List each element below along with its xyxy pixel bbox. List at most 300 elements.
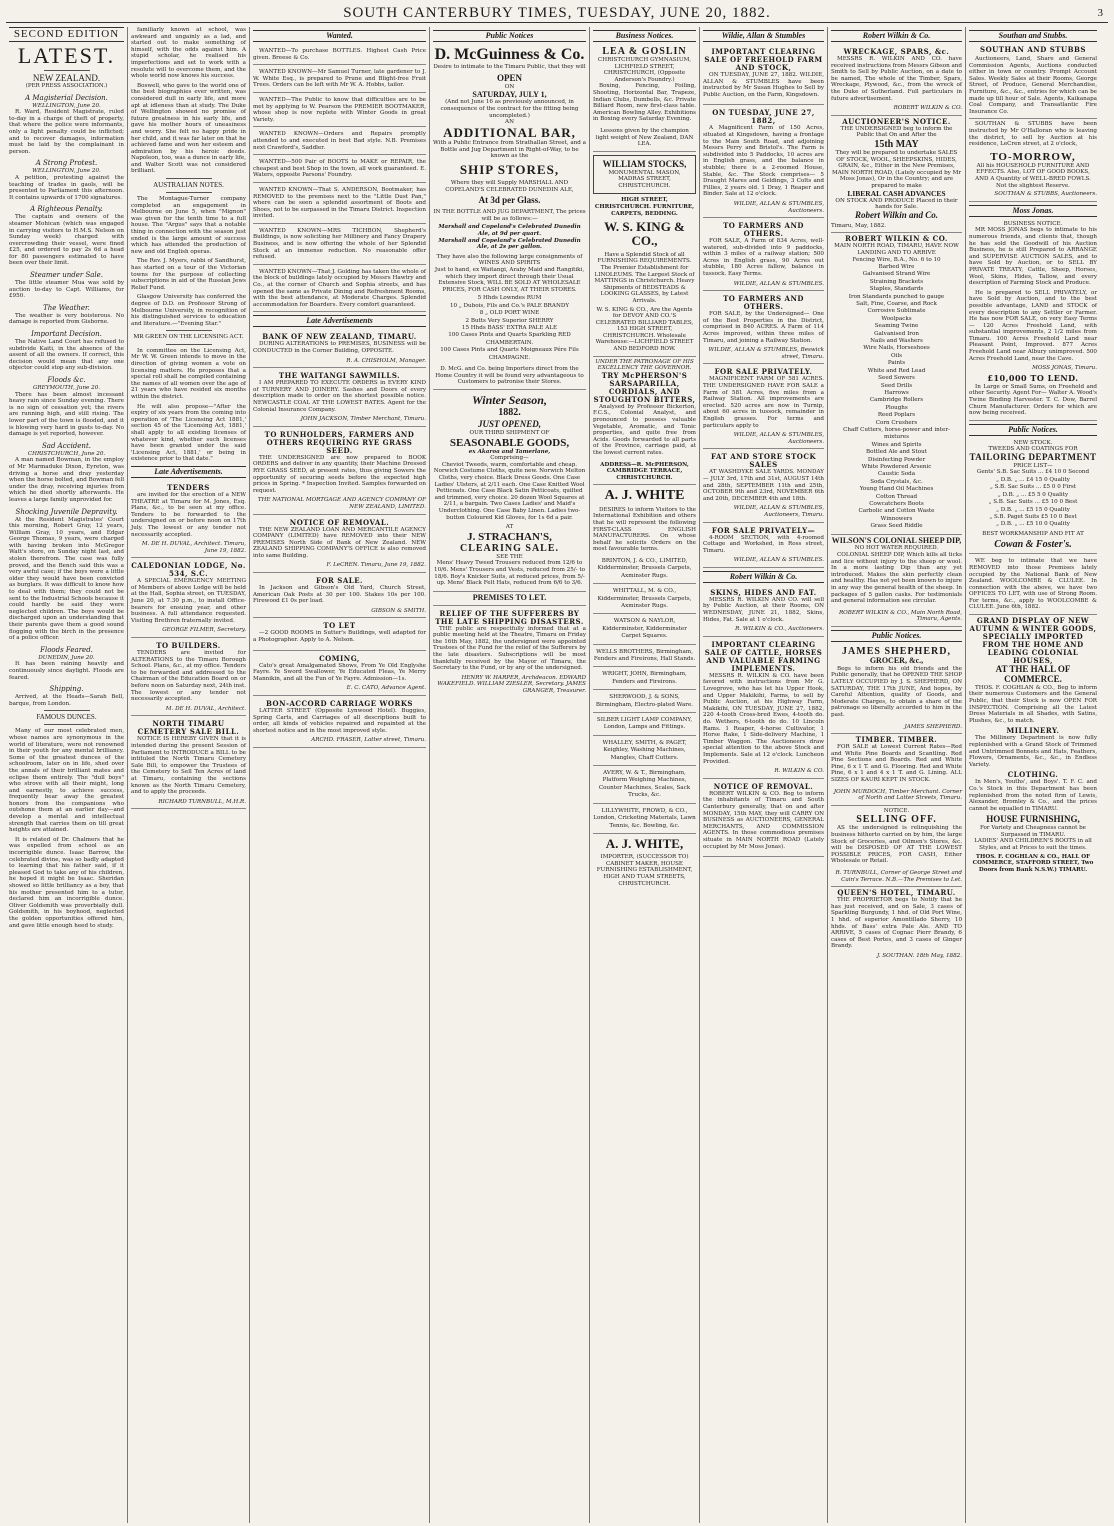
- column-2: [128, 27, 250, 1523]
- article-heading: Shipping.: [49, 685, 84, 694]
- winter-season: Winter Season,: [472, 392, 547, 407]
- column-5: [590, 27, 700, 1523]
- bar-description: With a Public Entrance from Strathallan Street, and a Bottle and Jug Department in Right-of-Way, to be known as the: [433, 140, 586, 160]
- ad-body: MESSRS R. WILKIN AND CO. have received instructions from Messrs Gibson and Smith to Sell by Public Auction, on a date to be named, The whole of the Timber, Spars, Wreckage, Plywood, &c., from the wreck of the Duke of Sutherland. Full particulars in future advertisement.: [831, 56, 962, 102]
- ad-signature: M. DE H. DUVAL, Architect.: [165, 705, 246, 712]
- ad-body: AT WASHDYKE SALE YARDS. MONDAY— JULY 3rd, 17th and 31st, AUGUST 14th and 28th, SEPTEMBER 11th and 25th, OCTOBER 9th and 23rd, NOVEMBER 6th and 20th, DECEMBER 4th and 18th.: [703, 469, 824, 502]
- southan-signature: SOUTHAN & STUBBS, Auctioneers.: [969, 189, 1097, 202]
- moss-body: MR MOSS JONAS begs to intimate to his numerous friends, and clients that, though he has sold the Goodwill of his Auction Business, he is still Prepared to ARRANGE and SUPERVISE AUCTION SALES, and to have Sold by Auction, or to SELL BY PRIVATE TREATY, Cattle, Sheep, Horses, Wool, Skins, Hides, Tallow, and every description of Farming Stock and Produce.: [969, 227, 1097, 287]
- mcpherson-body: Analysed by Professor Bickerton, F.C.S., Colonial Analyst, and pronounced to possess valuable Vegetable, Aromatic, and Tonic properties, and quite free from Acids. Goods forwarded to all parts of the Province, carriage paid, at the lowest current rates.: [593, 403, 696, 457]
- sheep-dip-title: WILSON'S COLONIAL SHEEP DIP,: [831, 535, 962, 545]
- stock-item: Woolpacks: [881, 315, 912, 322]
- stock-item: Paints: [887, 360, 906, 367]
- wanted-notice: WANTED—To purchase BOTTLES. Highest Cash Price given. Breese & Co.: [253, 46, 426, 65]
- ad-signature: ROBERT WILKIN & CO.: [893, 105, 962, 112]
- furniture-heading: HIGH STREET, CHRISTCHURCH. FURNITURE, CARPETS, BEDDING.: [594, 197, 695, 217]
- stock-item: Barbed Wire: [878, 264, 915, 271]
- arrive-heading: ROBERT WILKIN & CO.: [845, 234, 948, 244]
- ad-heading: TENDERS: [167, 482, 210, 492]
- seasonable-goods: SEASONABLE GOODS,: [449, 436, 570, 449]
- price-line: „ D.B. „ ... £5 15 0 Quality: [996, 506, 1070, 513]
- stock-item: Bottled Ale and Stout: [866, 449, 927, 456]
- wine-item: 15 Hhds BASS' EXTRA PALE ALE: [461, 325, 558, 332]
- advertisement: [131, 482, 246, 558]
- news-article: [9, 685, 124, 707]
- wine-item: 10 „ Dubois, Fils and Co.'s PALE BRANDY: [449, 302, 570, 309]
- ad-body: DURING ALTERATIONS to PREMISES, BUSINESS will be CONDUCTED in the Corner Building, OPPOSITE.: [253, 341, 426, 354]
- manufacturers-list: [593, 556, 696, 834]
- advertisement: [703, 366, 824, 449]
- ad-signature: F. LeCREN. Timaru, June 19, 1882.: [326, 562, 426, 569]
- additional-bar: ADDITIONAL BAR,: [443, 124, 576, 140]
- stock-item: Reed Poplars: [877, 412, 916, 419]
- ex-ships: ex Akaroa and Tamerlane,: [468, 448, 551, 455]
- ad-body: FOR SALE, by the Undersigned— One of the Best Properties in the District, comprised in 840 ACRES. A Farm of 114 Acres improved, within three miles of Timaru, and joining a Railway Station.: [703, 311, 824, 344]
- ad-signature: WILDIE, ALLAN & STUMBLES.: [733, 557, 824, 564]
- ad-body: MESSRS R. WILKIN AND CO. will sell by Public Auction, at their Rooms, ON WEDNESDAY, JUNE 21, 1882, Skins, Hides, Fat. Sale at 1 o'clock.: [703, 596, 824, 623]
- sales-text: They will be prepared to undertake SALES OF STOCK, WOOL, SHEEPSKINS, HIDES, GRAIN, &c., Either in the New Premises, MAIN NORTH ROAD, (Lately occupied by Mr Moss Jonas), Or in the Country; and are prepared to make: [831, 149, 962, 189]
- business-notice: BUSINESS NOTICE.: [1003, 220, 1063, 227]
- stock-item: Cambridge Rollers: [869, 397, 924, 404]
- public-notices-heading: Public Notices.: [831, 630, 962, 642]
- news-article: [9, 442, 124, 504]
- advertisement: [703, 781, 824, 857]
- divider: [44, 70, 90, 71]
- news-articles: [9, 94, 124, 708]
- dunces-paragraph: It is related of Dr. Chalmers that he was expelled from school as an incorrigible dunce. Isaac Barrow, the celebrated divine, was so badly adapted to learning that his father said, if it pleased God to take any of his children, he hoped it might be Isaac. Sheridan showed so little brilliancy as a boy, that his mother presented him to a tutor, declared him an incorrigible dunce. Oliver Goldsmith was proverbially dull. Goldsmith, in his boyhood, neglected the golden opportunities offered him, and gave little enough heed to study.: [9, 836, 124, 929]
- price-line: „ D.B. „ ... £5 5 0 Quality: [997, 491, 1069, 498]
- article-body: The weather is very boisterous. No damage is reported from Gisborne.: [9, 312, 124, 326]
- article-dateline: CHRISTCHURCH, June 20.: [27, 450, 106, 457]
- clothing-body: In Men's, Youths', and Boys'. T. F. C. and Co.'s Stock in this Department has been replenished from the noted firm of Lewis, Alexander, Bromley & Co., and the prices cannot be equalled in TIMARU.: [969, 779, 1097, 812]
- price-line: „ D.B. „ ... £4 15 0 Quality: [996, 476, 1070, 483]
- article-body: The captain and owners of the steamer Mohican (which was engaged in carrying visitors to H.M.S. Nelson on Sunday week) charged with overcrowding their vessel, were fined £25, and ordered to pay 2s 6d a head for 80 passengers estimated to have been over their limit.: [9, 214, 124, 267]
- stock-item: Seed Drills: [880, 382, 913, 389]
- ad-body: A Magnificent Farm of 150 Acres, situated at Kingsdown, having a frontage to the Main South Road, and adjoining Messrs Perry and Bristol's. The Farm is subdivided into 5 Paddocks, 10 acres are in English grass, and the balance in stubble; there is a 2-roomed House, Stable, &c. The Stock comprises— 5 Draught Mares and Geldings, 3 Colts and Fillies, 2 years old. 1 Dray, 1 Reaper and Binder. Sale at 12 o'clock.: [703, 125, 824, 198]
- manufacturer-entry: AVERY, W. & T., Birmingham, Platform Weighing Machines, Counter Machines, Scales, Sack Trucks, &c.: [593, 768, 696, 804]
- ad-heading: NOTICE OF REMOVAL.: [713, 781, 814, 791]
- mcguinness-sub: Desire to intimate to the Timaru Public, that they will: [433, 63, 586, 70]
- selling-off-body: AS the undersigned is relinquishing the business hitherto carried on by him, the large Stock of Groceries, and Oilmen's Stores, &c. will be DISPOSED OF AT THE LOWEST POSSIBLE PRICES, FOR CASH, Either Wholesale or Retail.: [831, 825, 962, 865]
- wanted-notice: WANTED KNOWN—That S. ANDERSON, Bootmaker, has REMOVED to the premises next to the "Little Dust Pan," where can be seen a splendid assortment of Boots and Shoes, not to be surpassed in the Timaru District. Inspection invited.: [253, 185, 426, 224]
- ad-signature: JOHN JACKSON, Timber Merchant, Timaru.: [300, 416, 426, 423]
- article-body: The little steamer Mua was sold by auction to-day to Capt. Williams, for £950.: [9, 280, 124, 300]
- article-heading: A Magisterial Decision.: [25, 93, 108, 102]
- stock-item: Caustic Soda: [877, 471, 916, 478]
- season-year: 1882.: [498, 407, 521, 419]
- ad-heading: TO RUNHOLDERS, FARMERS AND OTHERS REQUIRING RYE GRASS SEED.: [264, 429, 415, 455]
- ad-signature: R. WILKIN & CO., Auctioneers.: [735, 626, 824, 633]
- stock-item: Wire Nails, Horseshoes: [863, 345, 930, 352]
- dunces-continued: familiarly known at school, was awkward and ungainly as a lad, and started out to make something of himself, with the odds against him. A stupid scholar, he realised his imperfections and set to work with a resolute will to overcome them, and the whole world now knows his success.: [131, 27, 246, 80]
- ale-price-gallon: Marshall and Copeland's Celebrated Dunedin Ale, at 2s per gallon.: [438, 237, 581, 251]
- millinery-heading: MILLINERY.: [1006, 726, 1060, 736]
- ad-heading: FOR SALE PRIVATELY—: [711, 525, 816, 535]
- manufacturer-entry: LILLYWHITE, FROWD, & CO., London, Cricketing Materials, Lawn Tennis, &c. Bowling, &c.: [593, 806, 696, 834]
- advertisement: [703, 451, 824, 522]
- lea-goslin-body: Boxing, Fencing, Foiling, Shooting, Horizontal Bar, Trapeze, Indian Clubs, Dumbells, &c. Private Billiard Room, new first-class table. American Bowling Alley. Exhibitions in Boxing every Saturday Evening.: [593, 83, 696, 123]
- news-article: [9, 94, 124, 156]
- advertisement: [253, 429, 426, 515]
- advertisement: [253, 620, 426, 650]
- public-notices-heading: Public Notices: [433, 30, 586, 42]
- advertisement: [253, 331, 426, 368]
- manufacturer-entry: WRIGHT, JOHN, Birmingham, Fenders and Fireirons.: [593, 669, 696, 690]
- australian-paragraph: The Rev. J. Myers, rabbi of Sandhurst, has started on a tour of the Victorian towns for the purpose of collecting subscriptions in aid of the Russian Jews Relief Fund.: [131, 258, 246, 291]
- columns: [6, 27, 1108, 1523]
- licensing-paragraph: He will also propose—"After the expiry of six years from the coming into operation of 'The Licensing Act 1881,' section 45 of the 'Licensing Act, 1881,' shall apply to all existing licenses of whatever kind, whether such licenses have been granted under the said 'Licensing Act, 1881,' or being in existence prior to that date.": [131, 403, 246, 463]
- ad-heading: TO FARMERS AND OTHERS.: [723, 221, 804, 239]
- hall-of-commerce: AT THE HALL OF COMMERCE.: [995, 664, 1071, 684]
- supply-text: Where they will Supply MARSHALL AND COPELAND'S CELEBRATED DUNEDIN ALE,: [445, 180, 574, 193]
- advertisement: [131, 640, 246, 716]
- ad-heading: IMPORTANT CLEARING SALE OF CATTLE, HORSES AND VALUABLE FARMING IMPLEMENTS.: [704, 639, 823, 673]
- news-article: [9, 271, 124, 300]
- just-opened: JUST OPENED,: [477, 419, 541, 430]
- stocks-box: [593, 155, 696, 195]
- wilkin-ads-list: [831, 46, 962, 116]
- stock-item: Chaff Cutters, horse-power and inter-mixtures: [843, 426, 950, 441]
- may-date: 15th MAY: [874, 138, 919, 150]
- article-body: R. Ward, Resident Magistrate, ruled to-day in a charge of theft of property, that where the police were informants, only a light penalty could be inflicted; and to recover damages, information must be laid by the complainant in person.: [9, 109, 124, 155]
- mcpherson-patronage: UNDER THE PATRONAGE OF HIS EXCELLENCY THE GOVERNOR.: [595, 358, 694, 372]
- wanted-list: [253, 46, 426, 312]
- article-heading: The Weather.: [43, 303, 90, 312]
- wine-item: 2 Butts Very Superior SHERRY: [465, 317, 554, 324]
- strachan-at: AT: [505, 524, 514, 531]
- wine-item: 8 „ OLD PORT WINE: [479, 310, 540, 317]
- late-ads-list: [253, 331, 426, 748]
- selling-off: SELLING OFF.: [856, 814, 937, 826]
- stock-item: Cotton Thread: [875, 493, 918, 500]
- news-article: [9, 376, 124, 438]
- notice-label: NOTICE.: [883, 807, 910, 814]
- second-edition-heading: SECOND EDITION: [9, 27, 124, 42]
- advertisement: [703, 525, 824, 568]
- stock-item: Carbolic and Cotton Waste: [858, 508, 935, 515]
- southan-name: SOUTHAN AND STUBBS: [980, 45, 1086, 54]
- queens-hotel-body: THE PROPRIETOR begs to Notify that he has just received, and on Sale, 3 cases of Sparkling Burgundy, 1 hhd. of Old Port Wine, 1 hhd. of superior Amontillado Sherry, 10 hhds. of Bass' extra Pale Ale. AND TO ARRIVE, 5 cases of Cognac Pierr Brandy, 6 cases of Best Portes, and 3 cases of Ginger Brandy.: [831, 897, 962, 950]
- ad-body: LATTER STREET (Opposite Lynwood Hotel). Buggies, Spring Carts, and Carriages of all descriptions built to order, all kinds of vehicles repaired and repainted at the shortest notice and in the most improved style.: [253, 708, 426, 734]
- advertisement: [131, 560, 246, 638]
- moss-signature: MOSS JONAS, Timaru.: [1032, 365, 1097, 372]
- wildie-ads-list: [703, 46, 824, 568]
- ad-signature: WILDIE, ALLAN & STUMBLES, Auctioneers.: [733, 432, 824, 445]
- liberal-advances: LIBERAL CASH ADVANCES: [847, 188, 946, 198]
- clothing-heading: CLOTHING.: [1007, 770, 1059, 780]
- tweeds-label: TWEEDS AND COATINGS FOR: [988, 446, 1078, 453]
- article-heading: Shocking Juvenile Depravity.: [15, 507, 118, 516]
- column-4: [430, 27, 590, 1523]
- advertisement: [253, 517, 426, 574]
- strachan-name: J. STRACHAN'S,: [467, 530, 552, 543]
- price-list-label: PRICE LIST—: [1013, 462, 1053, 469]
- coghlan-body: THOS. F. COGHLAN & CO., Beg to inform their numerous Customers and the General Public, that their Stock is now OPEN FOR INSPECTION. Comprising all the Latest Dress Materials in all Shades, with Satins, Plushes, &c., to match.: [969, 684, 1097, 724]
- consignment-heading: They have also the following large consignments of WINES AND SPIRITS: [436, 253, 583, 267]
- ad-body: THE UNDERSIGNED are now prepared to BOOK ORDERS and deliver in any quantity, their Machine Dressed RYE GRASS SEED, at present rates, thus giving Sowers the opportunity of securing seeds before the expected high prices in Spring. * Inspection Invited. Samples forwarded on request.: [253, 454, 426, 494]
- tweed-description: Mens' Heavy Tweed Trousers reduced from 12/6 to 10/6. Mens' Trousers and Vests, reduced from 25/- to 18/6. Boy's Knicker Suits, at reduced prices, from 5/- up. Mens' Black Felt Hats, reduced from 6/6 to 3/6.: [434, 560, 585, 587]
- ad-signature: GEORGE FILMER, Secretary.: [162, 627, 246, 634]
- price-line: Gents' S.B. Sac Suits ... £4 10 0 Second: [976, 469, 1090, 476]
- column-6: [700, 27, 828, 1523]
- auctioneers-notice-body: THE UNDERSIGNED beg to inform the Public that On and After the: [840, 125, 953, 139]
- stock-item: Grass Seed Riddle: [870, 523, 923, 530]
- manufacturer-entry: WHITTALL, M. & CO., Kidderminster, Brussels Carpets, Axminster Rugs.: [593, 586, 696, 614]
- stock-item: Young Hand Oil Machines: [859, 486, 934, 493]
- article-body: There has been almost incessant heavy rain since Sunday evening. There is no sign of cessation yet; the rivers are running high, and still rising. The lower part of the town is flooded, and it is blowing very hard in gusts to-day. No damage is yet reported, however.: [9, 391, 124, 438]
- lend-body: In Large or Small Sums, on Freehold and other Security. Agent For— Walter A. Wood's Twine Binding Harvester. T. C. Dow, Barrel Churn Manufacturer. Orders for which are now being received.: [969, 382, 1097, 421]
- ad-heading: FOR SALE.: [315, 576, 363, 586]
- ad-signature: R. WILKIN & CO.: [774, 768, 824, 775]
- news-article: [9, 508, 124, 642]
- stock-item: Straining Brackets: [869, 278, 924, 285]
- comprising-label: Comprising—: [490, 455, 529, 462]
- bottle-department: IN THE BOTTLE AND JUG DEPARTMENT, The prices will be as follows:—: [433, 209, 586, 222]
- manufacturer-entry: WATSON & NAYLOR, Kidderminster, Kidderminster Carpet Squares.: [593, 616, 696, 644]
- business-notices-heading: Business Notices.: [593, 30, 696, 42]
- ad-signature: GIBSON & SMITH.: [371, 607, 426, 614]
- mcguinness-footer: D. McG. and Co. being Importers direct from the Home Country it will be found very advantageous to Customers to patronise their Stores.: [433, 364, 586, 390]
- ale-price-quart: Marshall and Copeland's Celebrated Dunedin Ale, at 9d per quart.: [438, 224, 581, 238]
- ad-body: TENDERS are invited for ALTERATIONS to the Timaru Borough School. Plans, &c., at my office. Tenders to be forwarded and addressed to the Chairman of the Education Board on or before noon on Saturday next, 24th inst. The lowest or any tender not necessarily accepted.: [131, 650, 247, 703]
- article-dateline: GREYMOUTH, June 20.: [32, 385, 101, 391]
- stock-item: Galvanised Iron: [874, 330, 919, 337]
- grand-display: GRAND DISPLAY OF NEW AUTUMN & WINTER GOODS, SPECIALLY IMPORTED FROM THE HOME AND LEADING COLONIAL HOUSES,: [969, 616, 1097, 666]
- article-body: It has been raining heavily and continuously since daylight. Floods are feared.: [9, 661, 124, 681]
- ship-stores: SHIP STORES,: [459, 161, 560, 177]
- wine-item: 5 Hhds Lowndes RUM: [477, 295, 542, 302]
- sheep-dip-sub: NO HOT WATER REQUIRED.: [854, 545, 939, 552]
- grocer-signature: JAMES SHEPHERD.: [831, 722, 962, 735]
- article-heading: Floods &c.: [47, 376, 86, 384]
- new-stock: NEW STOCK.: [1013, 439, 1053, 446]
- advertisement: [703, 293, 824, 364]
- relief-signatories: HENRY W. HARPER, Archdeacon. EDWARD WAKEFIELD. WILLIAM ZIESLER, Secretary. JAMES GRANGER, Treasurer.: [437, 674, 586, 694]
- price-line: „ S.B. Paget Suits £5 10 0 Best: [989, 513, 1077, 520]
- mcpherson-title: TRY McPHERSON'S SARSAPARILLA, CORDIALS, AND STOUGHTON BITTERS,: [593, 370, 696, 404]
- wanted-notice: WANTED KNOWN—That J. Golding has taken the whole of the block of buildings lately occupied by Messrs Hawtry and Co., at the corner of Church and Sophia streets, and has opened the same as Private Dining and Refreshment Rooms, with the best attendance, at Moderate Charges. Splendid accommodation for Boarders. Every comfort guaranteed.: [253, 267, 426, 313]
- notice-date: Timaru, May, 1882.: [831, 221, 962, 234]
- mcguinness-name: D. McGuinness & Co.: [434, 46, 585, 63]
- premises-to-let: PREMISES TO LET.: [433, 591, 586, 606]
- ad-heading: BON-ACCORD CARRIAGE WORKS: [266, 699, 413, 708]
- article-heading: Floods Feared.: [40, 645, 93, 654]
- ad-body: are invited for the erection of a NEW THEATRE at Timaru for M. Jones, Esq. Plans, &c., to be seen at my office. Tenders to be forwarded to the undersigned on or before noon on 17th July. The lowest or any tender not necessarily accepted.: [131, 491, 246, 538]
- house-furnishing: HOUSE FURNISHING,: [986, 814, 1080, 825]
- wilkin-ads-list: [703, 587, 824, 857]
- southan-instruction: SOUTHAN & STUBBS have been instructed by Mr O'Halloran who is leaving the district, to sell by Auction at his residence, LeCren street, at 2 o'clock,: [969, 121, 1097, 148]
- ad-heading: FOR SALE PRIVATELY.: [714, 367, 813, 377]
- lea-goslin-address: CHRISTCHURCH GYMNASIUM, LICHFIELD STREET, CHRISTCHURCH, (Opposite Anderson's Foundry.): [597, 57, 692, 83]
- lea-goslin-footer: Lessons given by the champion light weight of New Zealand, DAN LEA.: [593, 126, 696, 152]
- ladies-boots: LADIES' AND CHILDREN'S BOOTS in all Styles, and at Prices to suit the times.: [974, 838, 1092, 852]
- sheep-dip-body: COLONIAL SHEEP DIP, Which kills all ticks and lice without injury to the sheep or wool. In a more lasting Dip than any yet introduced. Makes the skin perfectly clean and healthy. Has not yet been known to injure in any way the general health of the sheep. In packages of 5 gallon casks. For testimonials and general information see circular.: [831, 552, 962, 605]
- tomorrow: TO-MORROW,: [990, 150, 1076, 163]
- stocks-name: WILLIAM STOCKS,: [602, 158, 687, 169]
- arrive-subheading: MAIN NORTH ROAD, TIMARU, HAVE NOW LANDING AND TO ARRIVE: [834, 243, 959, 257]
- open-date: SATURDAY, JULY 1,: [472, 89, 547, 99]
- timber-signature: JOHN MURDOCH, Timber Merchant. Corner of North and Latter Streets, Timaru.: [831, 787, 962, 806]
- australian-paragraph: The Montague-Turner company completed an engagement in Melbourne on June 5, when "Mignon" was given for the tenth time to a full house. The "Argus" says that a notable thing in connection with the season just ended is the large amount of success which has attended the production of new and old English operas.: [131, 196, 246, 255]
- stock-item: White Powdered Arsenic: [861, 463, 932, 470]
- ad-heading: NOTICE OF REMOVAL.: [289, 517, 390, 527]
- relief-body: THE public are respectfully informed that at a public meeting held at the Theatre, Timaru on Friday the 16th May, 1882, the undersigned were appointed Trustees of the Fund for the relief of the Sufferers by the late disasters. Subscriptions will be most thankfully received by the Mayor of Timaru, the Secretary to the Fund, or by any of the undersigned.: [433, 625, 586, 672]
- advertisement: [253, 575, 426, 618]
- southan-heading: Southan and Stubbs.: [969, 30, 1097, 42]
- price-line: „ D.B. „ ... £5 10 0 Quality: [996, 521, 1070, 528]
- wildie-heading: Wildie, Allan & Stumbles: [703, 30, 824, 42]
- wilkin-signature: Robert Wilkin and Co.: [854, 209, 939, 220]
- licensing-paragraph: In committee on the Licensing Act, Mr W. W. Green intends to move in the direction of giving women a vote on licensing matters. He proposes that a special roll shall be compiled containing the names of all women over the age of 21 years who have resided six months within the district.: [131, 347, 246, 400]
- ad-body: 4-ROOM SECTION, with 4-roomed Cottage and Workshed, in Ross street, Timaru.: [703, 534, 824, 554]
- southan-body: Auctioneers, Land, Share and General Commission Agents, Auctions conducted either in town or country. Prompt Account Sales. Weekly Sales at their Rooms, George Street, of Produce, General Merchandise, Furniture, &c., &c., entries for which can be made up till hour of Sale. Agents, Kaikanapa Coal Company, and Transatlantic Fire Insurance Co.: [969, 54, 1097, 119]
- stock-item: Seed Sowers: [878, 375, 915, 382]
- wanted-notice: WANTED—The Public to know that difficulties are to be met by applying to W. Pearson the PREMIER BOOTMAKER, whose shop is now replete with Winter Goods in great Variety.: [253, 95, 426, 127]
- stock-item: Fencing Wire, B.A., No. 6 to 10: [852, 256, 941, 263]
- advertisement: [703, 639, 824, 779]
- australian-notes-heading: AUSTRALIAN NOTES.: [153, 181, 224, 190]
- article-body: A man named Bowman, in the employ of Mr Marmaduke Dixon, Eyreton, was driving a horse and dray yesterday when the horse bolted, and Bowman fell under the dray, receiving injuries from which he died shortly afterwards. He leaves a large family unprovided for.: [9, 457, 124, 503]
- variety-text: For Variety and Cheapness cannot be Surpassed in TIMARU.: [979, 825, 1086, 838]
- ad-heading: TO LET: [323, 621, 356, 631]
- article-heading: Sad Accident.: [42, 441, 91, 450]
- ad-body: Cato's great Amalgamated Shows, From Ye Old Englyshe Fayre. Ye Sword Swallower, Ye Educated Fleas, Ye Merry Mannikin, and all the Fun of Ye Fayre. Admission—1s.: [253, 662, 426, 682]
- stock-item: Staples, Standards: [869, 286, 924, 293]
- ad-body: NOTICE IS HEREBY GIVEN that it is intended during the present Session of Parliament to INTRODUCE a BILL to be intituled the North Timaru Cemetery Sale Bill, to empower the Trustees of the Cemetery to Sell Ten Acres of land at Timaru, containing the sections known as the North Timaru Cemetery, and to apply the proceeds.: [131, 736, 246, 796]
- divider: [166, 178, 212, 179]
- manufacturer-entry: BRINTON, J. & CO., LIMITED, Kidderminster, Brussels Carpets, Axminster Rugs.: [593, 556, 696, 584]
- stock-item: Nails and Washers: [870, 338, 923, 345]
- manufacturer-entry: WELLS BROTHERS, Birmingham, Fenders and Fireirons, Hall Stands.: [593, 647, 696, 668]
- column-1: [6, 27, 128, 1523]
- relief-heading: RELIEF OF THE SUFFERERS BY THE LATE SHIPPING DISASTERS.: [435, 608, 584, 626]
- grocer-label: GROCER, &c.,: [869, 655, 924, 665]
- king-name: W. S. KING & CO.,: [604, 219, 685, 249]
- advertisement: [253, 370, 426, 427]
- open-label: OPEN: [496, 73, 522, 84]
- stock-item: Corrosive Sublimate: [867, 308, 926, 315]
- ad-body: A SPECIAL EMERGENCY MEETING of Members of above Lodge will be held at the Hall, Sophia street, on TUESDAY, June 20, at 7.30 p.m., to install Office-bearers for ensuing year, and other business. A full attendance requested. Visiting Brethren fraternally invited.: [131, 578, 246, 624]
- advertisement: [703, 107, 824, 218]
- see-the: SEE THE: [496, 553, 523, 560]
- news-article: [9, 304, 124, 326]
- produce-text: ON STOCK AND PRODUCE Placed in their hands for Sale.: [835, 197, 958, 211]
- news-article: [9, 159, 124, 201]
- late-advertisements-heading: Late Advertisements.: [131, 466, 246, 478]
- divider: [166, 192, 212, 193]
- king-signature: W. S. KING & CO., Are the Agents for DEVOY AND CO.'S CELEBRATED BILLIARD TABLES, 153 HIGH STREET, CHRISTCHURCH. Wholesale Warehouse:—LICHFIELD STREET AND BEDFORD ROW.: [593, 305, 696, 357]
- wanted-notice: WANTED KNOWN—Orders and Repairs promptly attended to and executed in best Bad style. N.B. Premises next Crawford's, Saddler.: [253, 129, 426, 155]
- column-3: [250, 27, 430, 1523]
- column-7: [828, 27, 966, 1523]
- manufacturer-entry: WHALLEY, SMITH, & PAGET, Keighley, Washing Machines, Mangles, Chaff Cutters.: [593, 738, 696, 766]
- tailoring-department: TAILORING DEPARTMENT: [969, 452, 1097, 462]
- article-dateline: WELLINGTON, June 20.: [32, 102, 101, 109]
- price-list: [969, 469, 1097, 528]
- stock-item: Seaming Twine: [874, 323, 919, 330]
- lea-goslin-name: LEA & GOSLIN: [602, 46, 687, 57]
- ad-heading: THE WAITANGI SAWMILLS.: [278, 371, 401, 381]
- masthead-title: SOUTH CANTERBURY TIMES, TUESDAY, JUNE 20, 1882.: [343, 5, 771, 21]
- article-body: At the Resident Magistrates' Court this morning, Robert Gray, 12 years, William Gray, 10 years, and Edgar George Thomas, 9 years, were charged with having broken into McGregor Watt's store, on Sunday night last, and stolen therefrom. The case was fully proved, and the Bench said this was a very awful case; if the boys were a little older they would have been convicted as burglars. It was difficult to know how to deal with them; they could not be sent to the Industrial Schools because it could hardly be said they were neglected children. The boys would be discharged upon an understanding that their parents gave them a good sound flogging with the birch in the presence of a police officer.: [9, 516, 124, 642]
- ad-heading: FAT AND STORE STOCK SALES: [710, 452, 817, 470]
- article-dateline: WELLINGTON, June 20.: [32, 168, 101, 175]
- wanted-notice: WANTED KNOWN—MRS TICHBON, Shepherd's Buildings, is now soliciting her Millinery and Fancy Drapery Business, and is now offering the whole of her Splendid Stock at an immense reduction. No reasonable offer refused.: [253, 226, 426, 265]
- australian-paragraph: Glasgow University has conferred the degree of D.D. on Professor Strong of Melbourne University, in recognition of his distinguished services to education and literature.—"Evening Star.": [131, 294, 246, 327]
- advertisement: [131, 718, 246, 809]
- ad-body: —2 GOOD ROOMS in Sutter's Buildings, well adapted for a Photographer. Apply to A. Nelson.: [253, 630, 426, 644]
- stock-item: Galvanised Strand Wire: [862, 271, 931, 278]
- late-advertisements-heading: Late Advertisements: [253, 315, 426, 327]
- stock-item: Cowcatchers Boots: [869, 501, 924, 508]
- removal-notice: WE beg to intimate that we have REMOVED into those Premises lately occupied by the National Bank of New Zealand. WOOLCOMBE & CLULEE. In connection with the above, we have two OFFICES TO LET, with use of Strong Room. For terms, &c., apply to WOOLCOMBE & CLULEE. June 6th, 1882.: [969, 556, 1097, 615]
- advertisement: [831, 46, 962, 116]
- article-heading: A Strong Protest.: [35, 159, 98, 168]
- on-label: ON: [504, 84, 515, 91]
- ad-heading: IMPORTANT CLEARING SALE OF FREEHOLD FARM AND STOCK,: [704, 47, 823, 72]
- dunces-paragraph: Many of our most celebrated men, whose names are synonymous in the world of literature, were not renowned in their youth for any mental brilliancy. Some of the greatest dunces of the schoolroom, later on in life, shed over the annals of their brilliant mates and eclipse them entirely. The "dull boys" who strove with all their might, long and earnestly, to achieve success, frequently bear away the greatest honors from the companions who outshone them at an earlier day—and develop a mental and intellectual strength that carries them on till great heights are attained.: [9, 728, 124, 834]
- article-body: A petition, protesting against the teaching of trades in gaols, will be presented to Parliament this afternoon. It contains upwards of 1700 signatures.: [9, 174, 124, 201]
- stock-item: Oils: [890, 352, 903, 359]
- news-article: [9, 330, 124, 372]
- article-body: Arrived, at the Heads—Sarah Bell, barque, from London.: [9, 694, 124, 707]
- white-body: DESIRES to inform Visitors to the International Exhibition and others that he will represent the following FIRST-CLASS ENGLISH MANUFACTURERS. On whose behalf he solicits Orders on the most favourable terms.: [593, 506, 696, 553]
- manufacturer-entry: SHERWOOD, J. & SONS, Birmingham, Electro-plated Ware.: [593, 692, 696, 713]
- white2-body: IMPORTER, (SUCCESSOR TO) CABINET MAKER, HOUSE FURNISHING ESTABLISHMENT, HIGH AND TUAM STREETS, CHRISTCHURCH.: [596, 854, 693, 887]
- divider: [44, 710, 90, 711]
- manufacturer-entry: SILBER LIGHT LAMP COMPANY, London, Lamps and Fittings.: [593, 715, 696, 736]
- sheep-dip-agents: ROBERT WILKIN & CO., Main North Road, Timaru, Agents.: [831, 608, 962, 627]
- advertisement: [253, 698, 426, 748]
- stock-item: Salt, Fine, Coarse, and Rock: [856, 301, 937, 308]
- stock-item: Harrows: [884, 389, 909, 396]
- clearing-sale: CLEARING SALE.: [459, 542, 560, 554]
- ad-heading: TO BUILDERS.: [156, 641, 221, 651]
- price-line: „ S.B. Sac Suits ... £5 0 0 First: [989, 484, 1077, 491]
- moss-jonas-heading: Moss Jonas.: [969, 205, 1097, 217]
- masthead: [6, 4, 1108, 23]
- coghlan-signature: THOS. F. COGHLAN & CO., HALL OF COMMERCE, STAFFORD STREET, Two Doors from Bank N.S.W.) TIMARU.: [972, 853, 1094, 873]
- ad-heading: SKINS, HIDES AND FAT.: [710, 587, 817, 597]
- ad-body: In Jackson and Gibson's Old Yard, Church Street, American Oak Posts at 30 per 100. Stakes 10s per 100. Firewood £1 0s per load.: [253, 585, 426, 605]
- ad-signature: M. DE H. DUVAL, Architect. Timaru, June 19, 1882.: [141, 541, 246, 554]
- ad-signature: R. A. CHISHOLM, Manager.: [346, 357, 426, 364]
- column-8: [966, 27, 1100, 1523]
- lend-heading: £10,000 TO LEND.: [987, 372, 1079, 383]
- page-number: 3: [1097, 7, 1104, 19]
- ad-heading: COMING,: [319, 653, 360, 663]
- ad-signature: RICHARD TURNBULL, M.H.R.: [158, 798, 246, 805]
- dunces-continued: Boswell, who gave to the world one of the best biographies ever written, was considered dull in early life, and more apt at idleness than at study. The Duke of Wellington showed no promise of future greatness in his early life, and gave his mother hours of uneasiness and worry. She felt no happy pride in her child, and it was far later on that he achieved fame and won her esteem and admiration by his heroic deeds. Napoleon, too, was a dunce in early life, and Walter Scott was not considered brilliant.: [131, 82, 246, 175]
- divider: [44, 724, 90, 725]
- wilkin-heading: Robert Wilkin & Co.: [703, 571, 824, 583]
- stock-item: Soda Crystals, &c.: [870, 478, 923, 485]
- third-shipment: OUR THIRD SHIPMENT OF: [469, 429, 550, 436]
- ad-body: MAGNIFICENT FARM OF 581 ACRES. THE UNDERSIGNED HAVE FOR SALE a Farm of 581 Acres, five miles from a Railway Station. All improvements are erected. 520 acres are now in Turnip, about 60 acres in tussock, remainder in English grasses. For terms and particulars apply to: [703, 376, 824, 429]
- advertisement: [703, 587, 824, 637]
- advertisement: [703, 220, 824, 291]
- auctioneers-notice: AUCTIONEER'S NOTICE.: [842, 116, 951, 126]
- mcpherson-address: ADDRESS—R. McPHERSON, CAMBRIDGE TERRACE, CHRISTCHURCH.: [593, 460, 696, 486]
- ad-heading: BANK OF NEW ZEALAND, TIMARU.: [262, 332, 417, 342]
- consignment-body: Just to hand, ex Waitangi, Araby Maid and Rangitiki, which they import direct through their Usual Extensive Stock, WILL BE SOLD AT WHOLESALE PRICES, FOR CASH ONLY, AT THEIR STORES.: [434, 267, 585, 293]
- moss-body-2: He is prepared to SELL PRIVATELY, or have Sold by Auction, and to the best possible advantage, LAND and STOCK of every description to any Settler or Farmer. He has now FOR SALE, on very Easy Terms— 120 Acres Freehold Land, with substantial improvements, 2 1/2 miles from Timaru. 100 Acres Freehold Land near Pleasant Point, Improved. 877 Acres Freehold Land near Albury unimproved. 500 Acres Freehold Land, near the Cave.: [969, 289, 1097, 362]
- ad-body: FOR SALE, A Farm of 834 Acres, well-watered, sub-divided into 9 paddocks, within 3 miles of a railway station; 500 Acres in English grass, 90 Acres out stubble, 180 Acres fallow, balance in tussock. Easy Terms.: [703, 238, 824, 278]
- ad-body: THE NEW ZEALAND LOAN AND MERCANTILE AGENCY COMPANY (LIMITED) have REMOVED into their NEW PREMISES North Side of Bank of New Zealand. NEW ZEALAND SHIPPING COMPANY'S OFFICE is also removed into same Building.: [253, 526, 426, 559]
- advertisement: [253, 653, 426, 696]
- ad-signature: WILDIE, ALLAN & STUMBLES, Auctioneers, Timaru.: [733, 505, 824, 518]
- article-heading: A Righteous Penalty.: [30, 205, 103, 214]
